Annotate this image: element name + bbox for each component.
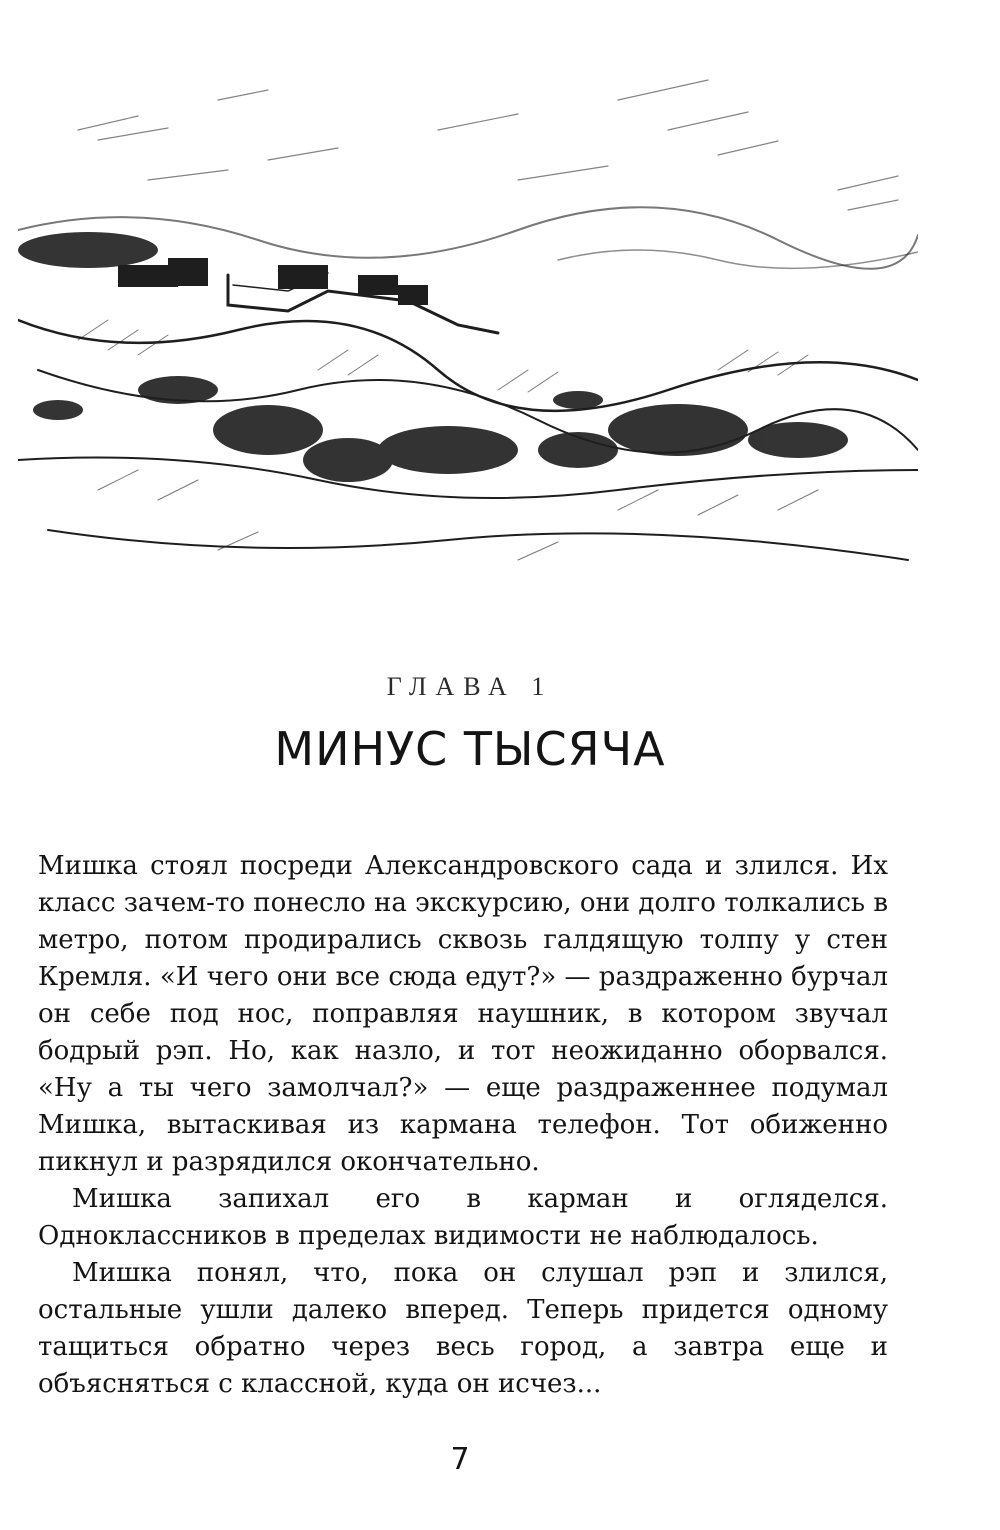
chapter-title: МИНУС ТЫСЯЧА bbox=[274, 722, 666, 776]
chapter-label: ГЛАВА 1 bbox=[386, 672, 554, 701]
paragraph: Мишка понял, что, пока он слушал рэп и злился, остальные ушли далеко вперед. Теперь придется одному тащиться обратно через весь город, а завтра еще и объясняться с классной, куда он исчез... bbox=[38, 1258, 888, 1399]
page-number: 7 bbox=[450, 1442, 470, 1477]
paragraph: Мишка стоял посреди Александровского сада и злился. Их класс зачем-то понесло на экскурсию, они долго толкались в метро, потом продирались сквозь галдящую толпу у стен Кремля. «И чего они все сюда едут?» — раздраженно бурчал он себе под нос, поправляя наушник, в котором звучал бодрый рэп. Но, как назло, и тот неожиданно оборвался. «Ну а ты чего замолчал?» — еще раздраженнее подумал Мишка, вытаскивая из кармана телефон. Тот обиженно пикнул и разрядился окончательно. bbox=[38, 851, 888, 1177]
landscape-sketch-icon bbox=[18, 80, 918, 560]
landscape-illustration bbox=[18, 70, 918, 590]
body-text bbox=[38, 848, 888, 1403]
paragraph: Мишка запихал его в карман и огляделся. Одноклассников в пределах видимости не наблюдалось. bbox=[38, 1184, 888, 1251]
